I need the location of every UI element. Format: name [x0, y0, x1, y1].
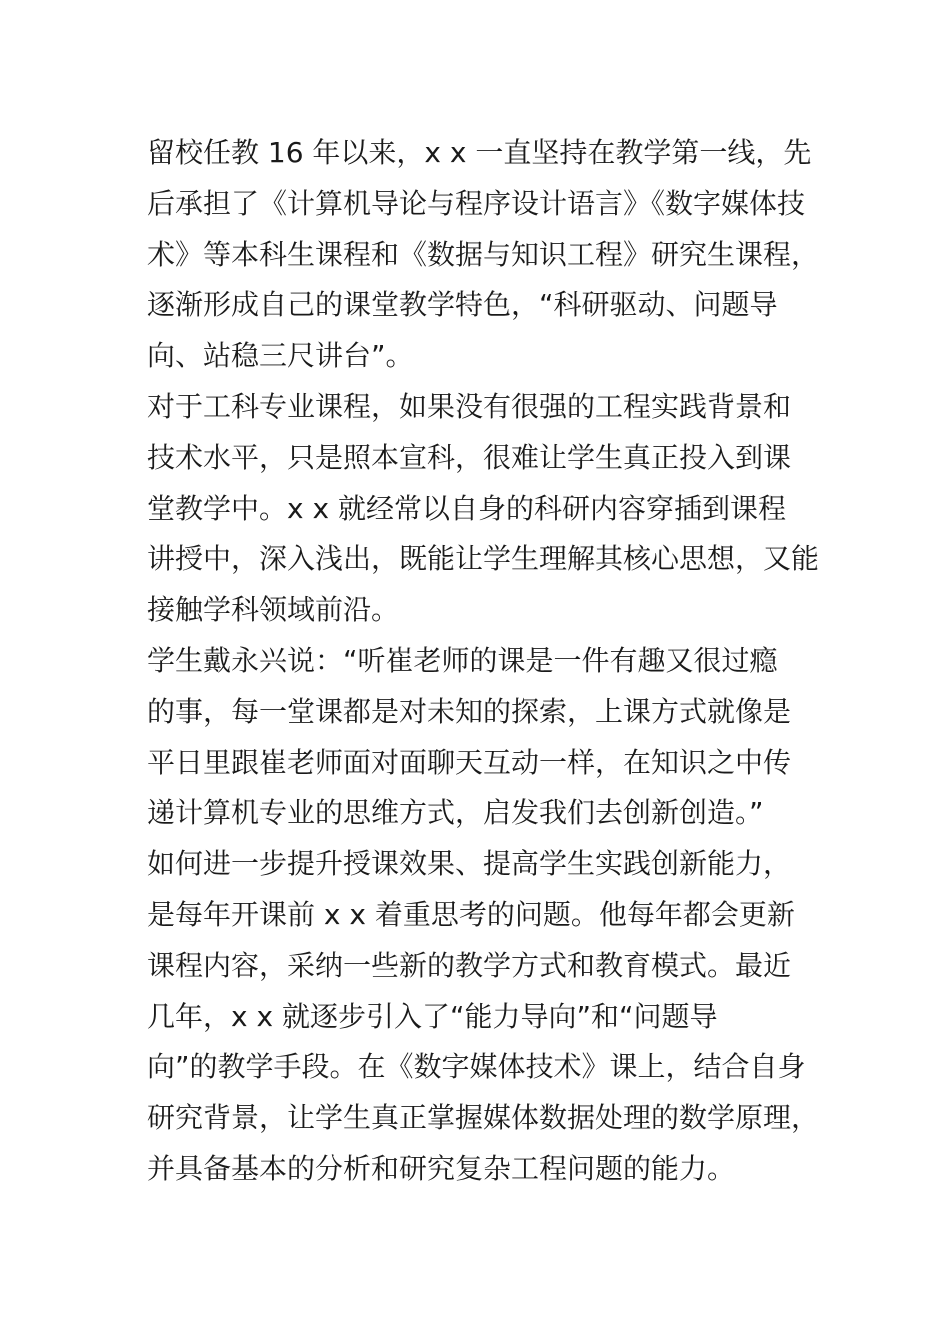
text-line: 堂教学中。x x 就经常以自身的科研内容穿插到课程 — [147, 491, 786, 525]
text-line: 留校任教 16 年以来，x x 一直坚持在教学第一线，先 — [147, 136, 812, 169]
text-line: 向”的教学手段。在《数字媒体技术》课上，结合自身 — [147, 1050, 806, 1084]
text-line: 几年，x x 就逐步引入了“能力导向”和“问题导 — [147, 999, 718, 1033]
text-line: 接触学科领域前沿。 — [147, 593, 400, 627]
body-text — [147, 128, 827, 1195]
text-line: 术》等本科生课程和《数据与知识工程》研究生课程， — [147, 237, 820, 271]
text-line: 逐渐形成自己的课堂教学特色，“科研驱动、问题导 — [147, 288, 778, 322]
text-line: 后承担了《计算机导论与程序设计语言》《数字媒体技 — [147, 186, 806, 220]
text-line: 讲授中，深入浅出，既能让学生理解其核心思想，又能 — [147, 542, 820, 576]
text-line: 学生戴永兴说：“听崔老师的课是一件有趣又很过瘾 — [147, 643, 778, 677]
text-line: 的事，每一堂课都是对未知的探索，上课方式就像是 — [147, 694, 792, 728]
text-line: 向、站稳三尺讲台”。 — [147, 339, 414, 373]
text-line: 对于工科专业课程，如果没有很强的工程实践背景和 — [147, 389, 792, 423]
text-line: 技术水平，只是照本宣科，很难让学生真正投入到课 — [147, 440, 792, 474]
text-line: 是每年开课前 x x 着重思考的问题。他每年都会更新 — [147, 897, 795, 931]
text-line: 研究背景，让学生真正掌握媒体数据处理的数学原理， — [147, 1101, 820, 1135]
text-line: 如何进一步提升授课效果、提高学生实践创新能力， — [147, 847, 792, 881]
text-line: 课程内容，采纳一些新的教学方式和教育模式。最近 — [147, 948, 792, 982]
text-line: 并具备基本的分析和研究复杂工程问题的能力。 — [147, 1151, 736, 1185]
text-line: 递计算机专业的思维方式，启发我们去创新创造。” — [147, 796, 764, 830]
text-line: 平日里跟崔老师面对面聊天互动一样，在知识之中传 — [147, 745, 792, 779]
